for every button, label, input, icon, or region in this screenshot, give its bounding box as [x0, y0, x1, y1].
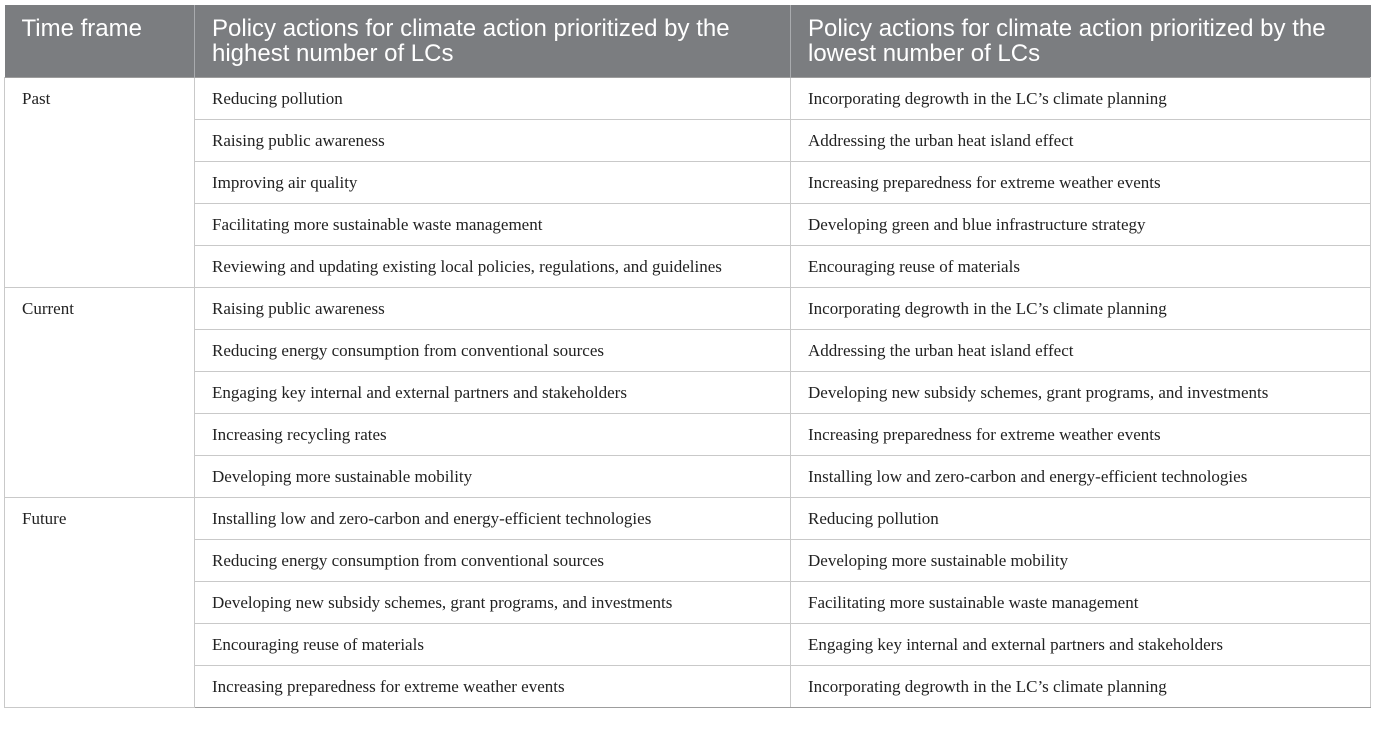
- highest-cell: Encouraging reuse of materials: [195, 624, 791, 666]
- lowest-cell: Incorporating degrowth in the LC’s climate planning: [791, 666, 1371, 708]
- lowest-cell: Incorporating degrowth in the LC’s climate planning: [791, 78, 1371, 120]
- lowest-cell: Addressing the urban heat island effect: [791, 120, 1371, 162]
- lowest-cell: Incorporating degrowth in the LC’s climate planning: [791, 288, 1371, 330]
- highest-cell: Developing more sustainable mobility: [195, 456, 791, 498]
- header-row: [5, 5, 1371, 78]
- header-highest: Policy actions for climate action prioritized by the highest number of LCs: [195, 5, 791, 78]
- table-row: [5, 78, 1371, 120]
- table-row: [5, 162, 1371, 204]
- highest-cell: Reducing pollution: [195, 78, 791, 120]
- highest-cell: Increasing recycling rates: [195, 414, 791, 456]
- lowest-cell: Reducing pollution: [791, 498, 1371, 540]
- lowest-cell: Increasing preparedness for extreme weather events: [791, 414, 1371, 456]
- time-frame-cell: Future: [5, 498, 195, 708]
- highest-cell: Reducing energy consumption from conventional sources: [195, 540, 791, 582]
- lowest-cell: Facilitating more sustainable waste management: [791, 582, 1371, 624]
- lowest-cell: Increasing preparedness for extreme weather events: [791, 162, 1371, 204]
- highest-cell: Increasing preparedness for extreme weather events: [195, 666, 791, 708]
- lowest-cell: Developing more sustainable mobility: [791, 540, 1371, 582]
- highest-cell: Developing new subsidy schemes, grant programs, and investments: [195, 582, 791, 624]
- table-row: [5, 288, 1371, 330]
- table-row: [5, 372, 1371, 414]
- highest-cell: Engaging key internal and external partners and stakeholders: [195, 372, 791, 414]
- table-row: [5, 246, 1371, 288]
- table-row: [5, 456, 1371, 498]
- lowest-cell: Engaging key internal and external partners and stakeholders: [791, 624, 1371, 666]
- highest-cell: Raising public awareness: [195, 288, 791, 330]
- policy-actions-table: [4, 5, 1371, 708]
- highest-cell: Facilitating more sustainable waste management: [195, 204, 791, 246]
- table-row: [5, 582, 1371, 624]
- table-row: [5, 498, 1371, 540]
- table-row: [5, 414, 1371, 456]
- header-lowest: Policy actions for climate action prioritized by the lowest number of LCs: [791, 5, 1371, 78]
- lowest-cell: Developing new subsidy schemes, grant programs, and investments: [791, 372, 1371, 414]
- time-frame-cell: Past: [5, 78, 195, 288]
- table-row: [5, 330, 1371, 372]
- table-row: [5, 540, 1371, 582]
- highest-cell: Reducing energy consumption from conventional sources: [195, 330, 791, 372]
- highest-cell: Reviewing and updating existing local policies, regulations, and guidelines: [195, 246, 791, 288]
- lowest-cell: Installing low and zero-carbon and energy-efficient technologies: [791, 456, 1371, 498]
- table-row: [5, 204, 1371, 246]
- highest-cell: Installing low and zero-carbon and energy-efficient technologies: [195, 498, 791, 540]
- table-row: [5, 120, 1371, 162]
- header-time-frame: Time frame: [5, 5, 195, 78]
- table-header: [5, 5, 1371, 78]
- table-row: [5, 666, 1371, 708]
- lowest-cell: Developing green and blue infrastructure strategy: [791, 204, 1371, 246]
- highest-cell: Raising public awareness: [195, 120, 791, 162]
- time-frame-cell: Current: [5, 288, 195, 498]
- lowest-cell: Encouraging reuse of materials: [791, 246, 1371, 288]
- table-body: [5, 78, 1371, 708]
- table-row: [5, 624, 1371, 666]
- lowest-cell: Addressing the urban heat island effect: [791, 330, 1371, 372]
- highest-cell: Improving air quality: [195, 162, 791, 204]
